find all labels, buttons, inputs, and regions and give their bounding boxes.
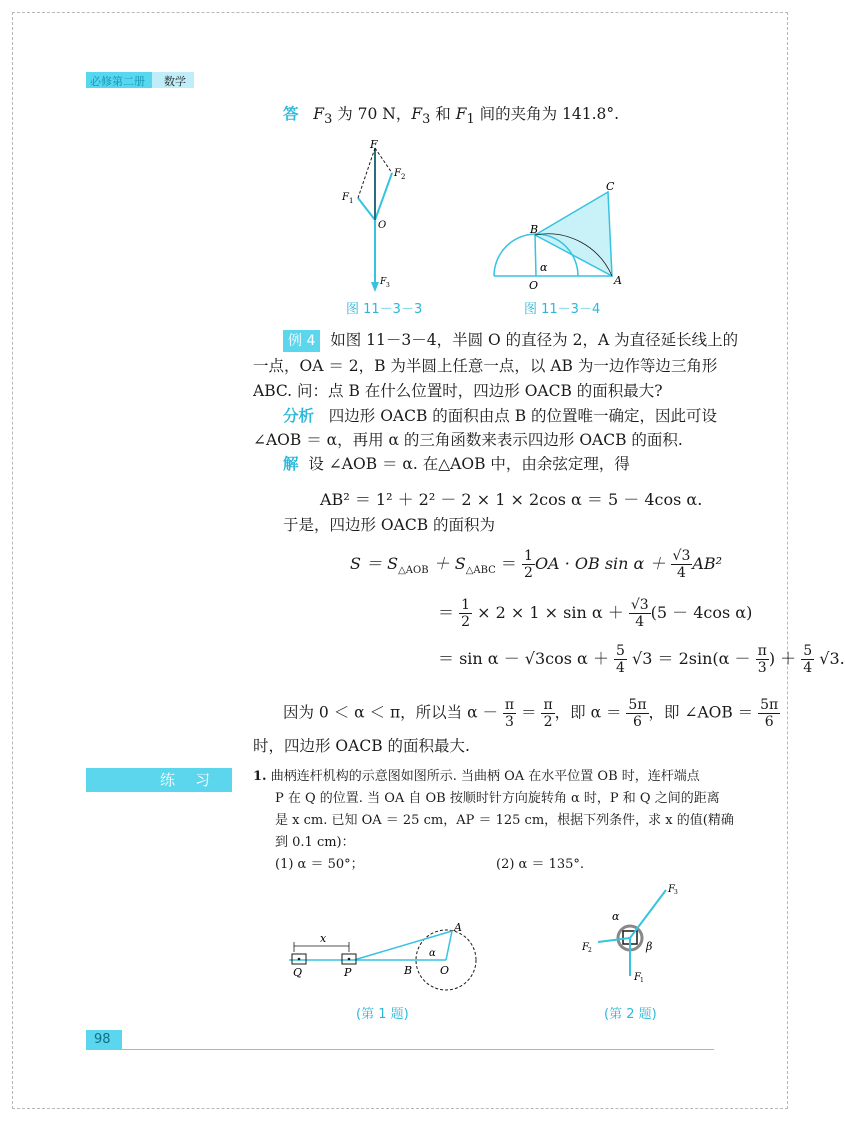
label-a: A (454, 921, 462, 934)
analysis-line-2: ∠AOB ＝ α，再用 α 的三角函数来表示四边形 OACB 的面积. (253, 431, 683, 449)
arrowhead (371, 282, 379, 292)
solution-line-2: 于是，四边形 OACB 的面积为 (283, 516, 496, 534)
point-p (348, 958, 351, 961)
label-c: C (606, 180, 615, 193)
fraction-half (459, 597, 472, 630)
conclusion-line-1 (283, 697, 780, 730)
dashed-line (358, 148, 375, 198)
eq-sub: △AOB (398, 565, 429, 577)
figure2-caption: 图 11－3－4 (524, 302, 601, 317)
fraction-5-4 (614, 643, 627, 676)
force-f2-line (598, 938, 630, 942)
fraction-5-4 (801, 643, 814, 676)
eq-text: ＝ (516, 703, 542, 722)
solution-label: 解 (283, 455, 299, 473)
label-beta: β (646, 940, 653, 953)
practice-title: 练习 (160, 771, 231, 789)
fraction-pi-3 (756, 643, 769, 676)
answer-sub: 1 (466, 112, 475, 128)
frac-den: 2 (524, 565, 533, 581)
fraction-half (522, 548, 535, 581)
figure-problem-2 (576, 880, 686, 995)
point-q (298, 958, 301, 961)
eq-text: ＝ (495, 554, 523, 573)
answer-var: F (411, 105, 423, 123)
answer-text: 和 (430, 105, 456, 123)
frac-num: √3 (672, 548, 691, 564)
frac-den: 6 (764, 714, 774, 730)
eq-text: √3. (814, 649, 845, 668)
label-f1: F (634, 972, 641, 983)
practice-item-1-line-3: 是 x cm. 已知 OA ＝ 25 cm，AP ＝ 125 cm，根据下列条件，求 x 的值(精确 (275, 813, 734, 828)
eq-text: √3 ＝ 2sin(α － (626, 649, 756, 668)
frac-den: 4 (616, 660, 625, 676)
label-f2: F (394, 168, 401, 179)
eq-text: OA · OB sin α ＋ (534, 554, 671, 573)
example-label: 例 4 (283, 330, 320, 352)
analysis-label: 分析 (283, 407, 315, 425)
frac-den: 4 (803, 660, 813, 676)
example-line-3: ABC. 问：点 B 在什么位置时，四边形 OACB 的面积最大? (253, 382, 663, 400)
equation-area-1 (350, 548, 722, 581)
frac-den: 2 (543, 714, 553, 730)
fraction-sqrt3-4 (671, 548, 693, 581)
frac-num: 5π (628, 697, 647, 713)
equation-area-3 (438, 643, 845, 676)
label-q: Q (293, 966, 303, 979)
label-f3-sub: 3 (386, 282, 390, 289)
practice-text: 曲柄连杆机构的示意图如图所示. 当曲柄 OA 在水平位置 OB 时，连杆端点 (270, 769, 700, 784)
eq-sub: △ABC (465, 565, 496, 577)
frac-num: π (504, 697, 515, 713)
frac-num: √3 (630, 597, 649, 613)
eq-text: ，即 ∠AOB ＝ (648, 703, 759, 722)
frac-num: 1 (524, 548, 533, 564)
eq-text: ＋ S (428, 554, 466, 573)
label-b: B (530, 223, 539, 236)
eq-text: 因为 0 ＜ α ＜ π，所以当 α － (283, 703, 503, 722)
force-f3-line (630, 890, 666, 938)
practice-item-1-line-2: P 在 Q 的位置. 当 OA 自 OB 按顺时针方向旋转角 α 时，P 和 Q 之间的距离 (275, 791, 720, 806)
frac-num: π (757, 643, 767, 659)
fraction-pi-2 (541, 697, 554, 730)
label-f: F (370, 138, 378, 151)
eq-text: S ＝ S (350, 554, 399, 573)
figure3-caption: (第 1 题) (356, 1007, 409, 1022)
answer-var: F (313, 105, 325, 123)
example-line-1 (283, 329, 738, 352)
segment-ob (535, 235, 536, 276)
label-alpha: α (612, 910, 620, 923)
answer-line (283, 103, 619, 131)
practice-item-1-line-1 (253, 766, 700, 787)
label-f3-sub: 3 (674, 889, 678, 896)
frac-den: 4 (676, 565, 686, 581)
eq-text: (5 － 4cos α) (650, 603, 753, 622)
label-f1: F (342, 192, 349, 203)
label-x: x (320, 932, 327, 945)
equation-area-2 (438, 597, 752, 630)
crank-oa (446, 931, 452, 960)
label-f3: F (668, 884, 675, 895)
practice-item-1-line-4: 到 0.1 cm)： (275, 835, 355, 850)
answer-text: 间的夹角为 141.8°. (474, 105, 620, 123)
frac-den: 6 (633, 714, 642, 730)
analysis-line-1 (283, 405, 717, 427)
practice-condition-1: (1) α ＝ 50°； (275, 857, 364, 872)
label-alpha: α (429, 948, 436, 959)
figure-11-3-4 (486, 180, 636, 295)
frac-den: 4 (635, 614, 645, 630)
frac-num: 5 (803, 643, 813, 659)
equation-ab-squared: AB² ＝ 1² ＋ 2² － 2 × 1 × 2cos α ＝ 5 － 4cos α. (320, 490, 703, 509)
answer-sub: 3 (324, 112, 333, 128)
fraction-sqrt3-4 (629, 597, 651, 630)
label-f2: F (582, 942, 589, 953)
answer-var: F (455, 105, 467, 123)
example-text: 如图 11－3－4，半圆 O 的直径为 2，A 为直径延长线上的 (330, 331, 739, 349)
frac-num: 5 (616, 643, 625, 659)
label-o: O (440, 964, 450, 977)
figure4-caption: (第 2 题) (604, 1007, 657, 1022)
solution-line-1 (283, 453, 630, 475)
page-number: 98 (94, 1032, 111, 1047)
label-f2-sub: 2 (401, 173, 406, 181)
answer-text: 为 70 N， (332, 105, 412, 123)
figure1-caption: 图 11－3－3 (346, 302, 423, 317)
rod-ap (354, 931, 452, 960)
footer-line (122, 1049, 714, 1050)
eq-text: ＝ sin α － √3cos α ＋ (438, 649, 615, 668)
fraction-pi-3 (503, 697, 516, 730)
frac-den: 2 (461, 614, 471, 630)
label-f3: F (380, 277, 387, 287)
label-f1-sub: 1 (349, 197, 354, 205)
answer-label: 答 (283, 105, 299, 123)
label-a: A (614, 274, 622, 287)
frac-den: 3 (505, 714, 514, 730)
header-book: 必修第二册 (90, 75, 145, 88)
fraction-5pi-6 (626, 697, 648, 730)
header-subject: 数学 (164, 75, 186, 88)
frac-num: 5π (760, 697, 779, 713)
eq-text: × 2 × 1 × sin α ＋ (472, 603, 629, 622)
label-o: O (378, 220, 387, 231)
label-p: P (344, 966, 352, 979)
example-line-2: 一点，OA ＝ 2，B 为半圆上任意一点，以 AB 为一边作等边三角形 (253, 357, 718, 375)
label-f2-sub: 2 (588, 947, 592, 954)
conclusion-line-2: 时，四边形 OACB 的面积最大. (253, 737, 470, 755)
frac-num: π (543, 697, 553, 713)
eq-text: ＝ (438, 603, 460, 622)
dashed-line (375, 148, 392, 173)
label-f1-sub: 1 (640, 977, 644, 984)
practice-number: 1. (253, 769, 267, 784)
force-f1-line (358, 198, 375, 220)
eq-text: ，即 α ＝ (554, 703, 627, 722)
label-b: B (404, 964, 413, 977)
force-f2-line (375, 173, 392, 220)
fraction-5pi-6 (758, 697, 780, 730)
figure-11-3-3 (330, 138, 420, 298)
label-o: O (529, 279, 539, 292)
frac-den: 3 (757, 660, 767, 676)
solution-text: 设 ∠AOB ＝ α. 在△AOB 中，由余弦定理，得 (308, 455, 630, 473)
figure-problem-1 (284, 918, 484, 993)
eq-text: ) ＋ (768, 649, 802, 668)
eq-text: AB² (692, 554, 723, 573)
analysis-text: 四边形 OACB 的面积由点 B 的位置唯一确定，因此可设 (328, 407, 718, 425)
label-alpha: α (540, 261, 548, 274)
practice-condition-2: (2) α ＝ 135°. (496, 857, 585, 872)
frac-num: 1 (461, 597, 471, 613)
answer-sub: 3 (422, 112, 431, 128)
